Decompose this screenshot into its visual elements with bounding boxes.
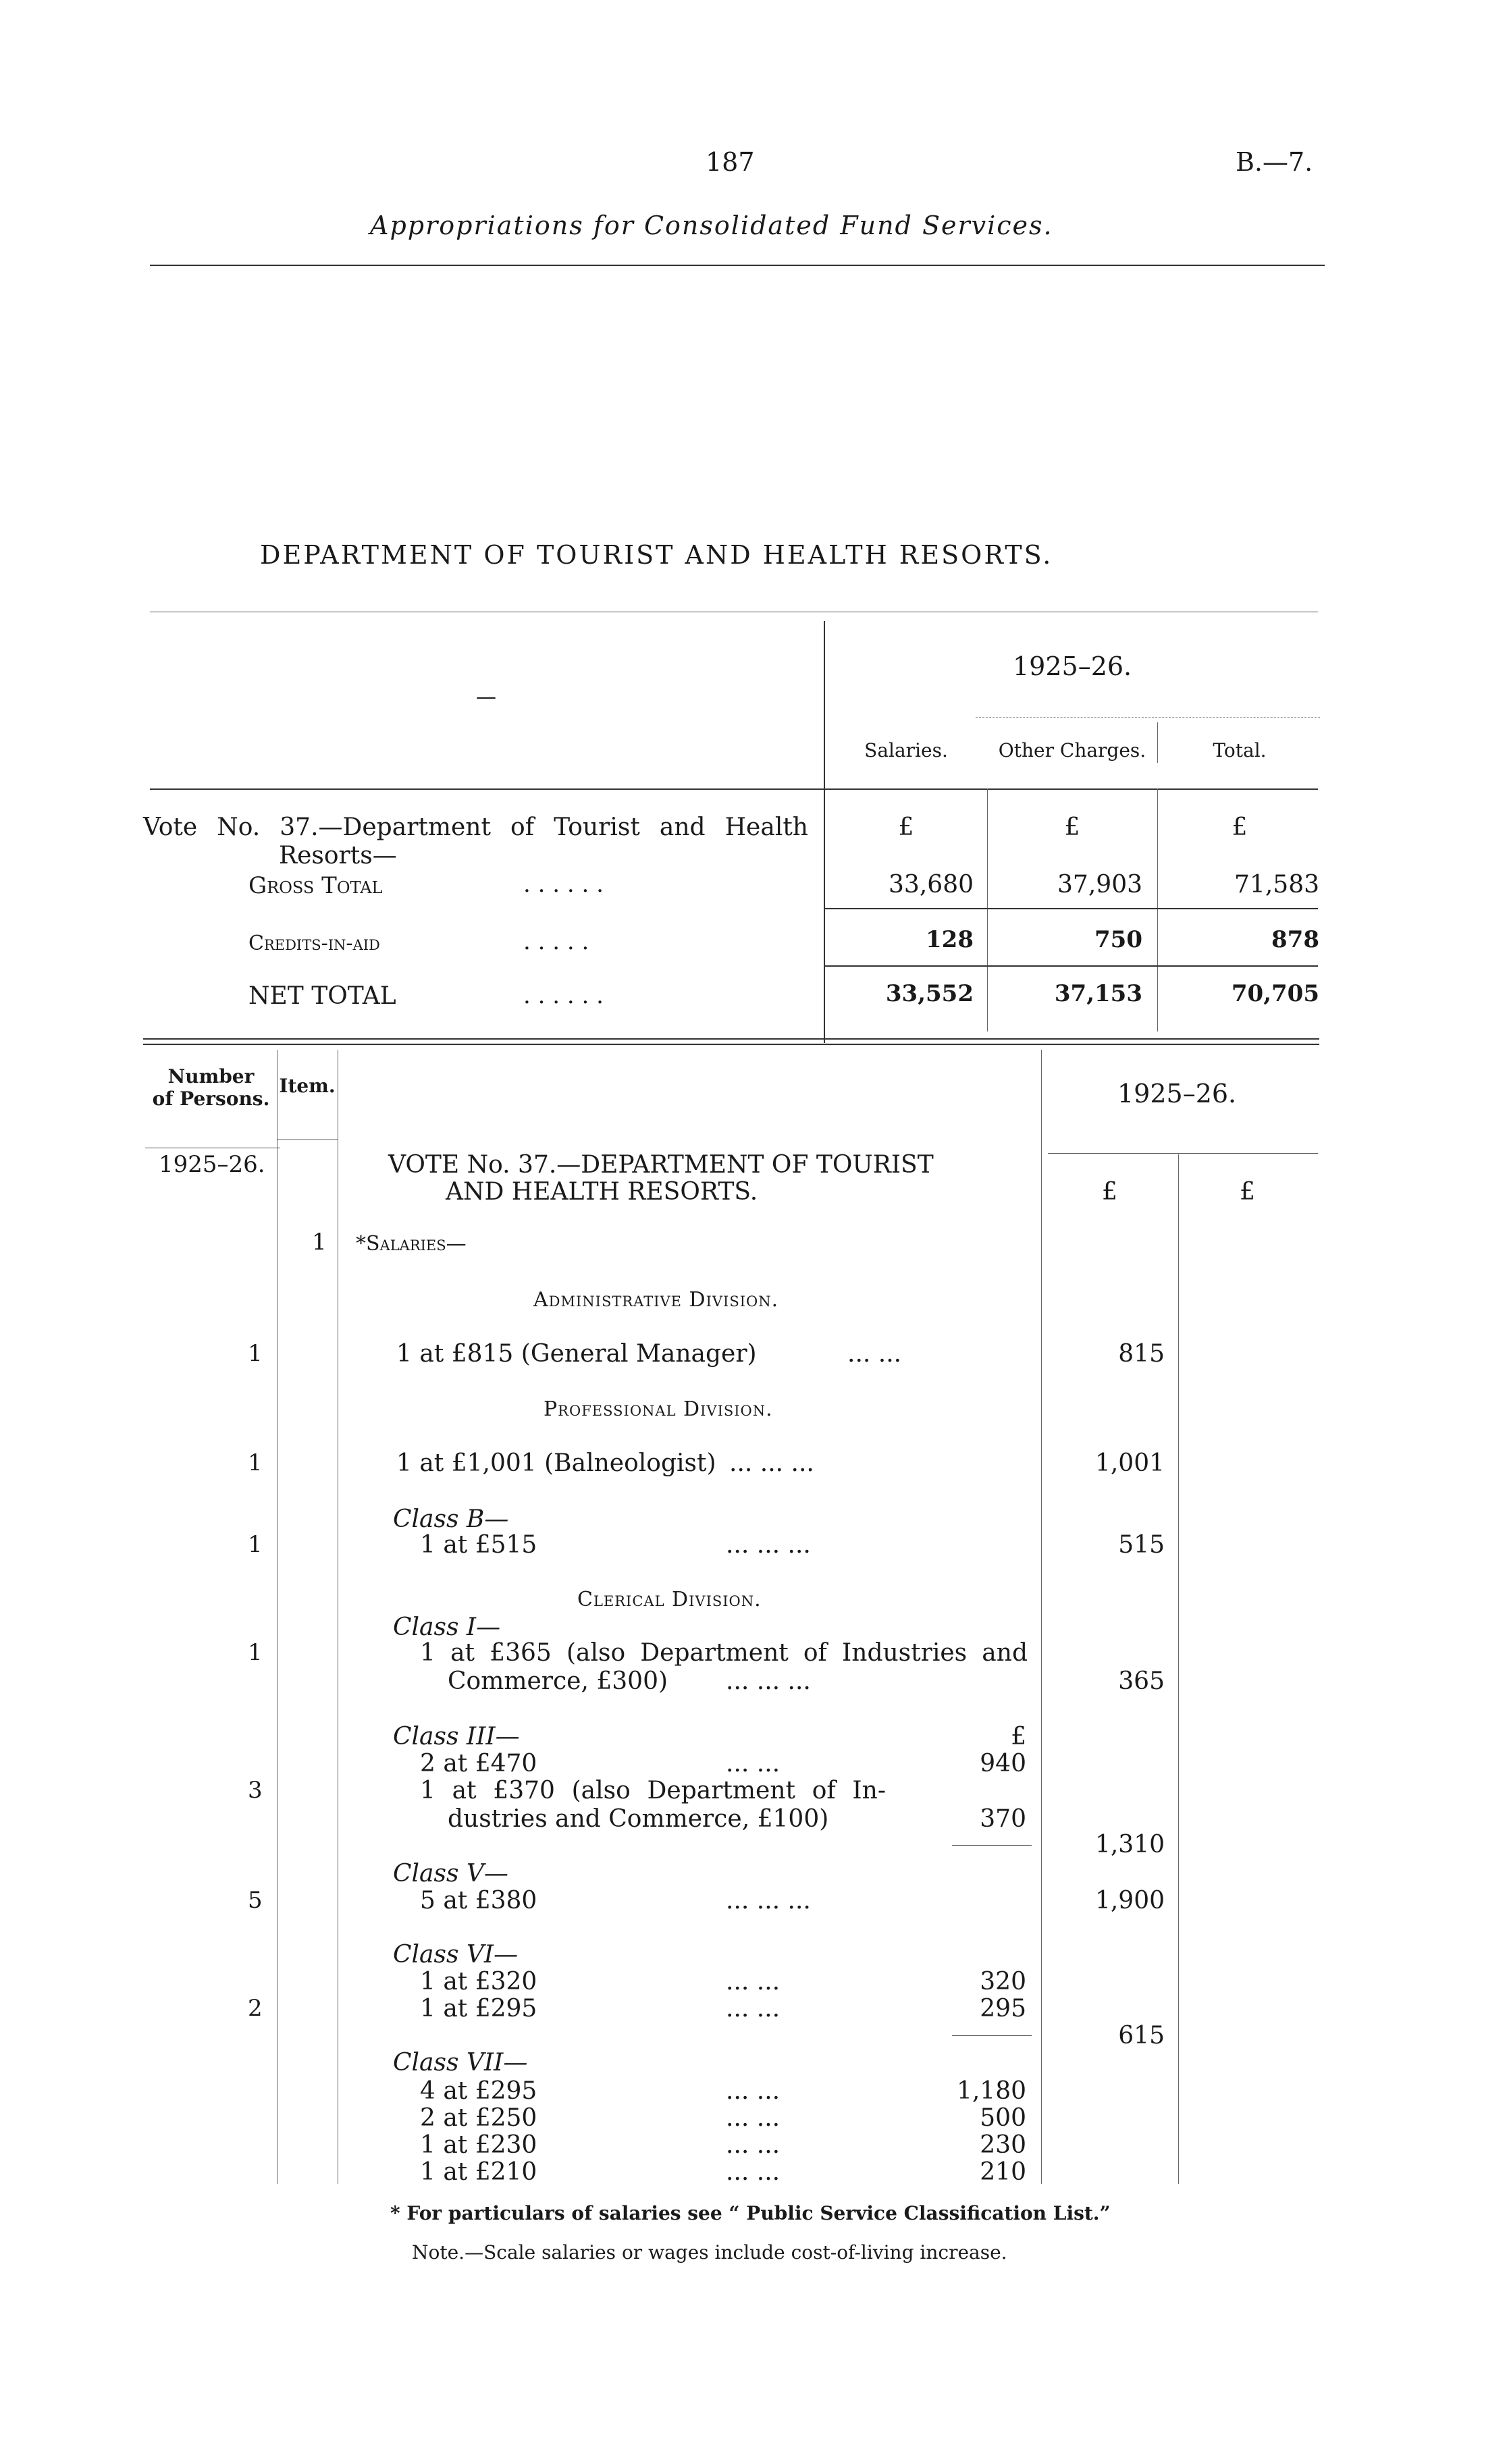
col-total: Total.: [1213, 739, 1267, 761]
summary-row-dots: . . . . . .: [523, 982, 604, 1009]
summary-currency-other: £: [1064, 813, 1080, 841]
classB-label: Class B—: [393, 1505, 509, 1533]
classIII-label: Class III—: [393, 1723, 520, 1750]
classVII-label: Class VII—: [393, 2049, 528, 2077]
prof-line: 1 at £1,001 (Balneologist): [396, 1449, 716, 1477]
summary-row-dots: . . . . .: [523, 928, 589, 955]
summary-currency-total: £: [1232, 813, 1248, 841]
classIII-line2b: dustries and Commerce, £100): [448, 1805, 829, 1833]
admin-dots: ... ...: [847, 1340, 902, 1368]
summary-bottom-rule: [143, 1038, 1319, 1040]
classIII-amount: 1,310: [1094, 1831, 1165, 1858]
classVII-line: 2 at £250: [420, 2104, 537, 2132]
prof-persons: 1: [248, 1449, 263, 1476]
detail-col-rule-amount: [1178, 1154, 1179, 2184]
classVI-line1: 1 at £320: [420, 1968, 537, 1996]
classVI-sub2: 295: [980, 1995, 1026, 2023]
classVI-line2: 1 at £295: [420, 1995, 537, 2023]
salaries-heading: *Salaries—: [356, 1232, 467, 1256]
classIII-persons: 3: [248, 1777, 263, 1804]
summary-rule: [825, 908, 1318, 909]
classB-line: 1 at £515: [420, 1531, 537, 1559]
clerical-division-heading: Clerical Division.: [577, 1588, 762, 1611]
col-number-of-persons: [145, 1065, 277, 1110]
col-persons-line1: Number: [167, 1065, 255, 1088]
footnote-note: Note.—Scale salaries or wages include cost-of-living increase.: [412, 2241, 1007, 2264]
detail-col-rule-main: [1041, 1050, 1042, 2184]
classB-amount: 515: [1118, 1531, 1165, 1559]
summary-row-salaries: 33,552: [885, 980, 974, 1007]
summary-row-other: 750: [1094, 926, 1142, 953]
classVII-line: 1 at £210: [420, 2158, 537, 2186]
footnote-salaries: * For particulars of salaries see “ Public Service Classification List.”: [390, 2202, 1111, 2224]
prof-division-heading: Professional Division.: [544, 1397, 773, 1421]
detail-currency-1: £: [1102, 1178, 1117, 1206]
classVII-amount: 210: [980, 2158, 1026, 2186]
classB-dots: ... ... ...: [726, 1531, 811, 1559]
classV-amount: 1,900: [1094, 1887, 1165, 1914]
page-subtitle: Appropriations for Consolidated Fund Services.: [370, 211, 1053, 240]
col-persons-line2: of Persons.: [152, 1088, 270, 1110]
vote-title-line1: VOTE No. 37.—DEPARTMENT OF TOURIST: [388, 1151, 934, 1179]
vote-title-line2: AND HEALTH RESORTS.: [446, 1178, 758, 1206]
classIII-sub2: 370: [980, 1805, 1026, 1833]
classV-dots: ... ... ...: [726, 1887, 811, 1914]
persons-year: 1925–26.: [159, 1151, 265, 1178]
col-salaries: Salaries.: [864, 739, 948, 761]
classI-amount: 365: [1118, 1667, 1165, 1695]
classVI-dots: ... ...: [726, 1995, 781, 2023]
summary-vote-line1: Vote No. 37.—Department of Tourist and Health: [143, 813, 808, 841]
classVII-amount: 230: [980, 2131, 1026, 2159]
classVII-line: 1 at £230: [420, 2131, 537, 2159]
col-other-charges: Other Charges.: [998, 739, 1146, 761]
summary-row-salaries: 128: [926, 926, 974, 953]
classI-dots: ... ... ...: [726, 1667, 811, 1695]
classVII-dots: ... ...: [726, 2158, 781, 2186]
detail-currency-2: £: [1240, 1178, 1255, 1206]
classVII-dots: ... ...: [726, 2131, 781, 2159]
admin-line: 1 at £815 (General Manager): [396, 1340, 757, 1368]
classVI-persons: 2: [248, 1995, 263, 2022]
classIII-sub1: 940: [980, 1750, 1026, 1777]
classV-persons: 5: [248, 1887, 263, 1914]
document-reference: B.—7.: [1236, 147, 1313, 177]
classVII-dots: ... ...: [726, 2077, 781, 2105]
summary-header-rule: [150, 788, 1318, 790]
summary-vote-line2: Resorts—: [279, 842, 397, 869]
classVI-amount: 615: [1118, 2022, 1165, 2050]
detail-year: 1925–26.: [1117, 1079, 1237, 1108]
classVI-sub1: 320: [980, 1968, 1026, 1996]
prof-amount: 1,001: [1094, 1449, 1165, 1477]
classVI-label: Class VI—: [393, 1941, 519, 1968]
summary-row-total: 71,583: [1234, 871, 1319, 899]
classVI-sum-rule: [952, 2035, 1032, 2036]
summary-row-other: 37,903: [1057, 871, 1142, 899]
summary-row-label: Gross Total: [248, 872, 383, 899]
admin-amount: 815: [1118, 1340, 1165, 1368]
admin-persons: 1: [248, 1340, 263, 1367]
summary-currency-salaries: £: [898, 813, 914, 841]
summary-row-total: 70,705: [1231, 980, 1319, 1007]
summary-row-label: Credits-in-aid: [248, 932, 380, 955]
summary-bottom-rule: [143, 1044, 1319, 1045]
classVII-amount: 1,180: [956, 2077, 1026, 2105]
classI-label: Class I—: [393, 1613, 501, 1641]
classVI-dots: ... ...: [726, 1968, 781, 1996]
summary-dash: —: [476, 685, 496, 709]
page-number: 187: [706, 147, 755, 177]
department-title: DEPARTMENT OF TOURIST AND HEALTH RESORTS.: [260, 540, 1053, 570]
summary-row-label: NET TOTAL: [248, 982, 396, 1010]
summary-year-rule: [976, 717, 1320, 718]
summary-row-other: 37,153: [1054, 980, 1142, 1007]
classVII-line: 4 at £295: [420, 2077, 537, 2105]
item-number: 1: [312, 1229, 327, 1256]
summary-row-dots: . . . . . .: [523, 871, 604, 898]
classV-line: 5 at £380: [420, 1887, 537, 1914]
classVII-amount: 500: [980, 2104, 1026, 2132]
admin-division-heading: Administrative Division.: [533, 1288, 779, 1312]
header-rule: [150, 265, 1325, 266]
classIII-line1: 2 at £470: [420, 1750, 537, 1777]
classI-line1: 1 at £365 (also Department of Industries and: [420, 1639, 1028, 1667]
classB-persons: 1: [248, 1531, 263, 1558]
summary-row-total: 878: [1271, 926, 1319, 953]
classIII-line2a: 1 at £370 (also Department of In-: [420, 1777, 886, 1804]
classIII-dots: ... ...: [726, 1750, 781, 1777]
classI-persons: 1: [248, 1639, 263, 1666]
summary-col-rule: [1157, 722, 1158, 763]
prof-dots: ... ... ...: [729, 1449, 814, 1477]
summary-row-salaries: 33,680: [889, 871, 974, 899]
summary-year: 1925–26.: [1013, 651, 1132, 681]
summary-rule: [825, 965, 1318, 967]
detail-year-rule: [1048, 1153, 1318, 1154]
classIII-pound: £: [1011, 1723, 1026, 1750]
classVII-dots: ... ...: [726, 2104, 781, 2132]
classI-line2: Commerce, £300): [448, 1667, 668, 1695]
classIII-sum-rule: [952, 1845, 1032, 1846]
col-item: Item.: [279, 1075, 336, 1097]
classV-label: Class V—: [393, 1860, 508, 1887]
summary-col-rule-3: [1157, 788, 1158, 1032]
